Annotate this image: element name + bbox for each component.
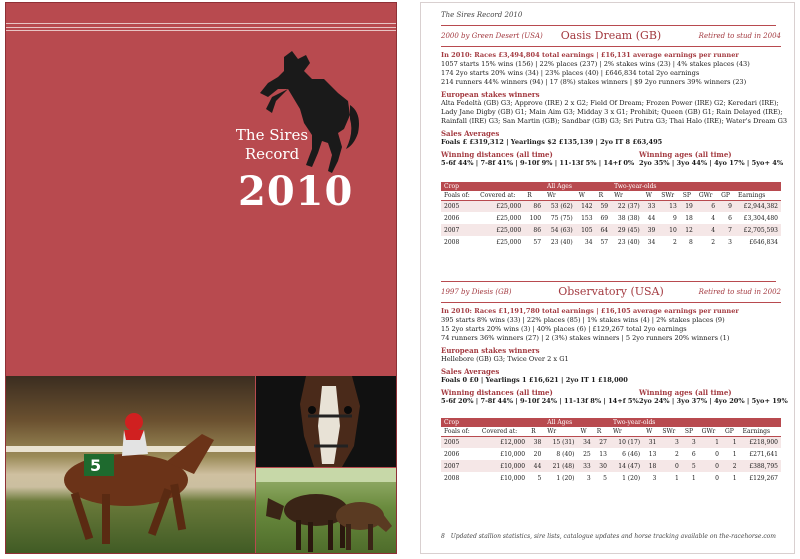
stakes-line: Lady Jane Digby (GB) G1; Main Aim G3; Midday 3 x G1; Prohibit; Queen (GB) G1; Rain Delayed (IRE); [441,108,783,116]
table-cell: 30 [594,460,610,472]
table-cell: 25 [583,450,591,458]
ages-line: 2yo 24% | 3yo 37% | 4yo 20% | 5yo+ 19% [639,397,788,405]
table-row [441,436,781,448]
table-cell: 1 (20) [622,474,641,482]
table-cell: 2005 [441,200,477,212]
table-cell: 0 [659,460,681,472]
table-cell: £25,000 [496,238,522,246]
table-cell: 59 [596,200,612,212]
table-cell: 3 [586,474,591,482]
table-cell: 44 [647,214,656,222]
column-header: GWr [699,427,722,436]
column-header: W [576,191,596,200]
table-cell: 18 [643,460,659,472]
table-cell: 100 [529,214,542,222]
summary-line: 1057 starts 15% wins (156) | 22% places (237) | 2% stakes wins (23) | 4% stakes places (43) [441,60,750,68]
table-cell: 2006 [444,214,460,222]
winning-stats [441,150,784,170]
column-header: R [528,427,544,436]
divider [441,46,781,47]
table-cell: 54 (63) [544,224,576,236]
sire-name: Oasis Dream (GB) [560,29,662,42]
table-cell: 34 [577,436,593,448]
summary-line: 214 runners 44% winners (94) | 17 (8%) stakes winners | $9 2yo runners 39% winners (23) [441,78,747,86]
table-cell: £10,000 [500,450,526,458]
crop-stats-table [441,182,781,248]
table-row [441,448,781,460]
table-cell: 39 [643,224,659,236]
table-group-header: Two-year-olds [610,418,682,427]
table-row [441,200,781,212]
table-cell: 21 (48) [544,460,577,472]
table-cell: 2 [675,450,679,458]
table-cell: £271,641 [749,450,778,458]
table-cell: 105 [576,224,596,236]
column-header: SWr [659,427,681,436]
sire-entry [441,285,788,484]
table-cell: 2 [672,238,677,246]
column-header: Wr [611,191,643,200]
column-header: Covered at: [479,427,528,436]
column-header: Wr [610,427,643,436]
table-cell: 6 [696,200,718,212]
column-header: GP [722,427,740,436]
table-cell: £129,267 [749,474,778,482]
table-cell: 1 [732,450,737,458]
table-cell: 6 [691,450,696,458]
table-cell: 20 [533,450,542,458]
table-row [441,212,781,224]
sales-title: Sales Averages [441,129,500,138]
table-cell: 6 (46) [622,450,641,458]
table-cell: 14 (47) [610,460,643,472]
stakes-title: European stakes winners [441,90,540,99]
table-cell: 3 [652,474,657,482]
divider [441,302,781,303]
sire-retired: Retired to stud in 2002 [698,288,781,296]
stakes-title: European stakes winners [441,346,540,355]
table-cell: 57 [600,238,609,246]
table-cell: 3 [728,238,732,246]
table-cell: £388,795 [740,460,781,472]
table-cell: 69 [600,214,609,222]
table-cell: £2,705,593 [735,224,781,236]
table-cell: 1 [722,436,740,448]
sire-pedigree: 1997 by Diesis (GB) [441,288,512,296]
page-number: 8 [441,533,445,540]
table-row [441,460,781,472]
table-cell: £2,944,382 [735,200,781,212]
table-cell: 38 [528,436,544,448]
table-group-header: Crop [441,182,477,191]
sire-retired: Retired to stud in 2004 [698,32,781,40]
table-cell: 0 [699,460,722,472]
table-cell: 33 [577,460,593,472]
table-cell: 4 [711,214,716,222]
summary-line: 15 2yo starts 20% wins (3) | 40% places (6) | £129,267 total 2yo earnings [441,325,687,333]
table-cell: £25,000 [477,200,524,212]
saddle-number: 5 [90,456,102,475]
table-cell: 13 [648,450,657,458]
table-cell: 31 [643,436,659,448]
stakes-line: Hellebore (GB) G3; Twice Over 2 x G1 [441,355,569,363]
table-cell: 4 [696,224,718,236]
table-cell: £12,000 [479,436,528,448]
table-cell: 8 (40) [556,450,575,458]
distances-line: 5-6f 20% | 7-8f 44% | 9-10f 24% | 11-13f 8% | 14+f 5% [441,397,639,405]
table-cell: 2007 [441,460,479,472]
sire-entry [441,29,788,248]
column-header: W [643,191,659,200]
cover-title-line: Record [244,145,300,163]
cover-title [232,126,312,164]
table-row [441,236,781,248]
table-cell: £3,304,480 [743,214,778,222]
table-cell: 86 [524,200,544,212]
table-cell: 1 [732,474,737,482]
table-cell: £25,000 [477,224,524,236]
table-cell: 12 [680,224,696,236]
sire-pedigree: 2000 by Green Desert (USA) [441,32,543,40]
table-row [441,224,781,236]
table-cell: £10,000 [479,460,528,472]
column-header: SP [682,427,699,436]
column-header: R [524,191,544,200]
table-cell: 2 [722,460,740,472]
cover-rule [6,23,396,24]
distances-title: Winning distances (all time) [441,388,553,397]
table-cell: 9 [718,200,735,212]
table-cell: 34 [647,238,656,246]
column-header: R [594,427,610,436]
sales-line: Foals 0 £0 | Yearlings 1 £16,621 | 2yo IT 1 £18,000 [441,376,628,384]
book-cover [5,2,397,554]
table-group-header: Crop [441,418,479,427]
crop-stats-table [441,418,781,484]
summary-line: In 2010: Races £3,494,804 total earnings | £16,131 average earnings per runner [441,51,739,59]
table-cell: 8 [689,238,693,246]
distances-line: 5-6f 44% | 7-8f 41% | 9-10f 9% | 11-13f 5% | 14+f 0% [441,159,635,167]
table-cell: 22 (37) [611,200,643,212]
table-cell: 2006 [444,450,460,458]
table-cell: 53 (62) [544,200,576,212]
stats-page [420,2,795,554]
table-cell: 1 [675,474,679,482]
table-cell: £646,834 [749,238,778,246]
summary-line: In 2010: Races £1,191,780 total earnings | £16,105 average earnings per runner [441,307,739,315]
column-header: R [596,191,612,200]
divider [441,281,776,282]
column-header: W [643,427,659,436]
table-cell: 75 (75) [550,214,573,222]
footer-text: Updated stallion statistics, sire lists, catalogue updates and horse tracking available on the-racehorse.com [450,533,776,540]
table-group-header: All Ages [544,418,593,427]
ages-title: Winning ages (all time) [639,150,732,159]
table-cell: 142 [576,200,596,212]
table-cell: 3 [659,436,681,448]
table-row [441,472,781,484]
horses-grazing-photo [256,468,397,554]
table-cell: 3 [682,436,699,448]
table-cell: 15 (31) [544,436,577,448]
cover-title-line: The Sires [235,126,309,144]
column-header: Covered at: [477,191,524,200]
table-cell: 23 (40) [550,238,573,246]
table-cell: 64 [596,224,612,236]
table-cell: 23 (40) [617,238,640,246]
table-cell: 5 [537,474,542,482]
table-cell: 57 [533,238,542,246]
table-cell: 86 [524,224,544,236]
table-cell: 13 [658,200,679,212]
table-group-header: Two-year-olds [611,182,680,191]
sales-title: Sales Averages [441,367,500,376]
summary-line: 74 runners 36% winners (27) | 2 (3%) stakes winners | 5 2yo runners 20% winners (1) [441,334,730,342]
table-cell: 153 [581,214,593,222]
column-header: W [577,427,593,436]
cover-rule [6,30,396,31]
table-cell: 5 [603,474,607,482]
cover-rule [6,27,396,28]
summary-line: 174 2yo starts 20% wins (34) | 23% places (40) | £646,834 total 2yo earnings [441,69,700,77]
table-cell: 27 [594,436,610,448]
table-cell: 13 [599,450,607,458]
table-cell: 1 (20) [556,474,575,482]
ages-line: 2yo 35% | 3yo 44% | 4yo 17% | 5yo+ 4% [639,159,784,167]
table-cell: 2008 [444,474,460,482]
table-cell: 6 [728,214,732,222]
column-header: Earnings [740,427,781,436]
table-cell: 0 [715,450,719,458]
ages-title: Winning ages (all time) [639,388,732,397]
divider [441,25,776,26]
running-head: The Sires Record 2010 [441,11,523,19]
column-header: GWr [696,191,718,200]
table-cell: 1 [691,474,696,482]
sire-header [441,29,781,45]
table-cell: £218,900 [740,436,781,448]
table-cell: 44 [528,460,544,472]
cover-year: 2010 [238,168,354,215]
column-header: SP [680,191,696,200]
column-header: Earnings [735,191,781,200]
table-cell: 2007 [441,224,477,236]
sales-line: Foals £ £319,312 | Yearlings $2 £135,139 | 2yo IT 8 £63,495 [441,138,663,146]
column-header: Foals of: [441,191,477,200]
stakes-line: Alta Fedeltà (GB) G3; Approve (IRE) 2 x G2; Field Of Dream; Frozen Power (IRE) G2; Keredari (IRE); [441,99,779,107]
column-header: SWr [658,191,679,200]
table-cell: 10 (17) [610,436,643,448]
winning-stats [441,388,788,408]
table-cell: 29 (45) [611,224,643,236]
table-cell: 5 [682,460,699,472]
sire-header [441,285,781,301]
table-cell: 2 [711,238,716,246]
table-cell: 2008 [444,238,460,246]
table-cell: 2005 [441,436,479,448]
column-header: GP [718,191,735,200]
table-cell: £10,000 [500,474,526,482]
table-cell: 1 [699,436,722,448]
sire-name: Observatory (USA) [558,285,664,298]
stakes-line: Rainfall (IRE) G3; San Martin (GB); Sandbar (GB) G3; Sri Putra G3; Thai Halo (IRE); Water's Dream G3 [441,117,788,125]
table-cell: 38 (38) [617,214,640,222]
table-cell: £25,000 [496,214,522,222]
column-header: Wr [544,191,576,200]
table-cell: 0 [715,474,719,482]
table-cell: 34 [584,238,593,246]
summary-line: 395 starts 8% wins (33) | 22% places (85) | 1% stakes wins (4) | 2% stakes places (9) [441,316,725,324]
column-header: Foals of: [441,427,479,436]
table-group-header: All Ages [544,182,596,191]
table-cell: 33 [643,200,659,212]
table-cell: 7 [718,224,735,236]
table-cell: 18 [685,214,693,222]
table-cell: 10 [658,224,679,236]
horse-race-photo [6,376,255,554]
horse-head-photo [256,376,397,467]
table-cell: 19 [680,200,696,212]
table-cell: 9 [672,214,677,222]
column-header: Wr [544,427,577,436]
distances-title: Winning distances (all time) [441,150,553,159]
